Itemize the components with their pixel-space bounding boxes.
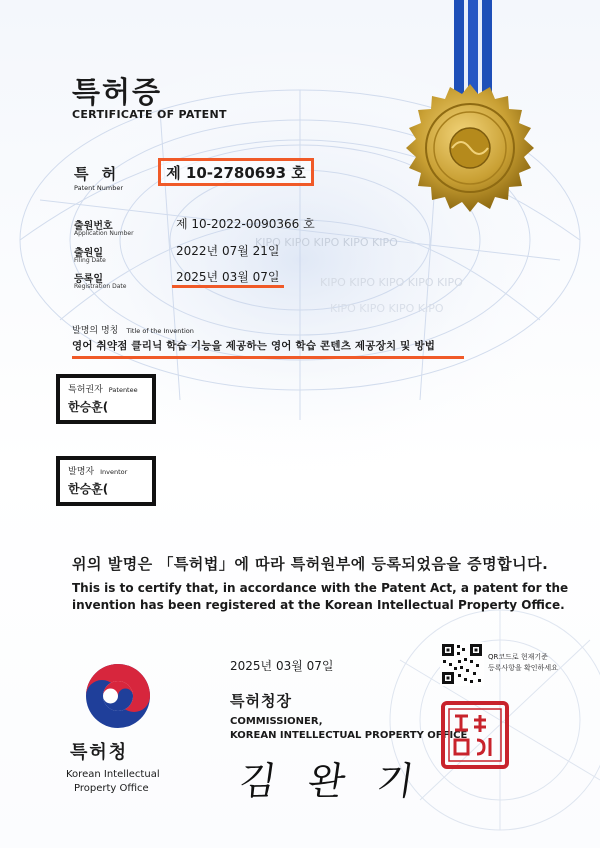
certification-statement-ko: 위의 발명은 「특허법」에 따라 특허원부에 등록되었음을 증명합니다. xyxy=(72,555,549,573)
inventor-label xyxy=(68,464,152,477)
filing-date-label-en: Filing Date xyxy=(74,257,106,264)
commissioner-title-en-2: KOREAN INTELLECTUAL PROPERTY OFFICE xyxy=(230,730,468,741)
invention-title-underline xyxy=(72,356,464,359)
patent-number-value: 제 10-2780693 호 xyxy=(158,158,314,186)
certification-statement-en-1: This is to certify that, in accordance with the Patent Act, a patent for the xyxy=(72,581,569,595)
qr-code-icon[interactable] xyxy=(440,642,484,686)
invention-title-label xyxy=(72,323,194,336)
qr-code-note-line-1: QR코드로 현재기준 xyxy=(488,653,548,661)
kipo-taegeuk-logo-icon xyxy=(78,656,158,736)
patentee-box xyxy=(56,374,156,424)
office-name-en-1: Korean Intellectual xyxy=(66,769,160,780)
office-name-ko: 특허청 xyxy=(70,742,129,763)
certificate-title: 특허증 xyxy=(72,75,163,109)
invention-title-label-ko: 발명의 명칭 xyxy=(72,326,119,336)
certification-statement-en-2: invention has been registered at the Korean Intellectual Property Office. xyxy=(72,598,565,612)
invention-title-label-en: Title of the Invention xyxy=(126,327,194,335)
invention-title: 영어 취약점 클리닉 학습 기능을 제공하는 영어 학습 콘텐츠 제공장치 및 방법 xyxy=(72,340,436,352)
inventor-name: 한승훈( xyxy=(68,482,109,496)
filing-date-value: 2022년 07월 21일 xyxy=(176,244,280,258)
patentee-label xyxy=(68,382,152,395)
registration-date-value: 2025년 03월 07일 xyxy=(176,270,280,284)
patentee-name: 한승훈( xyxy=(68,400,109,414)
commissioner-title-ko: 특허청장 xyxy=(230,692,292,710)
issue-date: 2025년 03월 07일 xyxy=(230,659,334,673)
svg-text:KIPO KIPO KIPO KIPO KIPO: KIPO KIPO KIPO KIPO KIPO xyxy=(320,276,463,289)
application-number-value: 제 10-2022-0090366 호 xyxy=(176,217,315,231)
certificate-subtitle: CERTIFICATE OF PATENT xyxy=(72,108,227,121)
inventor-box xyxy=(56,456,156,506)
application-number-label-en: Application Number xyxy=(74,230,134,237)
patentee-label-en: Patentee xyxy=(108,386,138,394)
inventor-label-en: Inventor xyxy=(100,468,128,476)
registration-date-label: 등록일 xyxy=(74,274,103,285)
registration-date-underline xyxy=(172,285,284,288)
svg-text:KIPO KIPO KIPO KIPO: KIPO KIPO KIPO KIPO xyxy=(330,302,444,315)
gold-seal-icon xyxy=(400,82,540,222)
patentee-label-ko: 특허권자 xyxy=(68,385,103,395)
application-number-label: 출원번호 xyxy=(74,221,113,232)
inventor-label-ko: 발명자 xyxy=(68,467,95,477)
filing-date-label: 출원일 xyxy=(74,248,103,259)
patent-number-label-en: Patent Number xyxy=(74,184,124,192)
qr-code-note-line-2: 등록사항을 확인하세요 xyxy=(488,664,558,672)
commissioner-signature: 김 완 기 xyxy=(236,759,427,803)
office-name-en-2: Property Office xyxy=(74,783,149,794)
qr-code-note xyxy=(488,652,558,674)
kipo-watermark: KIPO KIPO KIPO KIPO KIPO xyxy=(255,236,398,249)
registration-date-label-en: Registration Date xyxy=(74,283,127,290)
commissioner-title-en-1: COMMISSIONER, xyxy=(230,716,323,727)
official-stamp-icon xyxy=(440,700,510,770)
patent-number-label: 특 허 xyxy=(74,165,121,183)
